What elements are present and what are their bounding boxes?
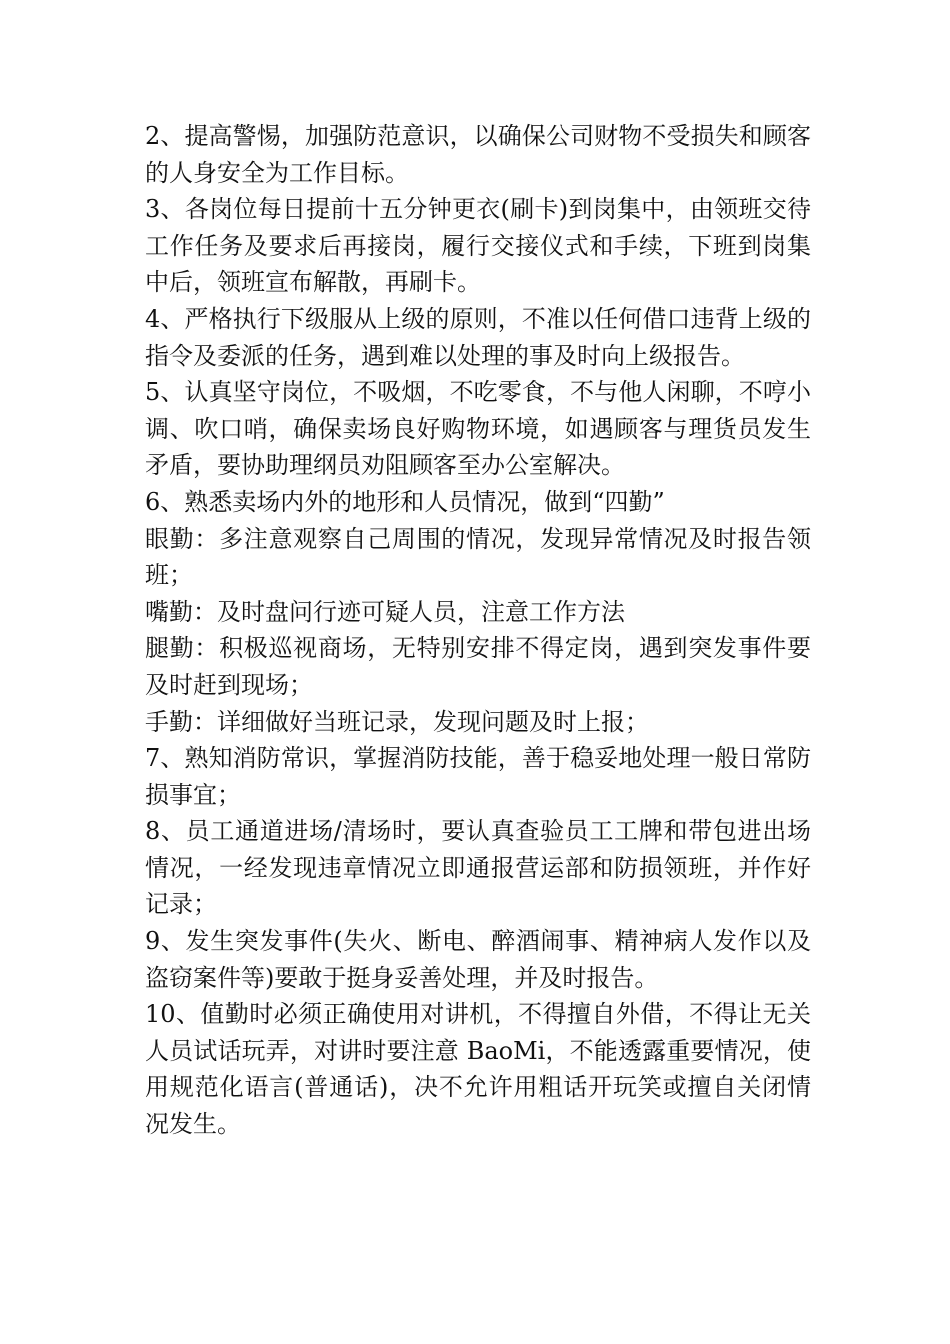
paragraph-9: 9、发生突发事件(失火、断电、醉酒闹事、精神病人发作以及盗窃案件等)要敢于挺身妥善处理，并及时报告。 <box>145 927 811 992</box>
paragraph-8: 8、员工通道进场/清场时，要认真查验员工工牌和带包进出场情况，一经发现违章情况立即通报营运部和防损领班，并作好记录； <box>145 817 811 919</box>
document-body <box>145 118 811 1143</box>
paragraph-2: 2、提高警惕，加强防范意识，以确保公司财物不受损失和顾客的人身安全为工作目标。 <box>145 122 811 187</box>
paragraph-5: 5、认真坚守岗位，不吸烟，不吃零食，不与他人闲聊，不哼小调、吹口哨，确保卖场良好购物环境，如遇顾客与理货员发生矛盾，要协助理纲员劝阻顾客至办公室解决。 <box>145 378 811 480</box>
paragraph-mouth: 嘴勤：及时盘问行迹可疑人员，注意工作方法 <box>145 597 625 626</box>
paragraph-10: 10、值勤时必须正确使用对讲机，不得擅自外借，不得让无关人员试话玩弄，对讲时要注意 BaoMi，不能透露重要情况，使用规范化语言(普通话)，决不允许用粗话开玩笑或擅自关闭情况发生。 <box>145 1000 811 1139</box>
paragraph-legs: 腿勤：积极巡视商场，无特别安排不得定岗，遇到突发事件要及时赶到现场； <box>145 634 811 699</box>
paragraph-6: 6、熟悉卖场内外的地形和人员情况，做到“四勤” <box>145 487 665 516</box>
paragraph-7: 7、熟知消防常识，掌握消防技能，善于稳妥地处理一般日常防损事宜； <box>145 744 811 809</box>
paragraph-hands: 手勤：详细做好当班记录，发现问题及时上报； <box>145 707 649 736</box>
paragraph-3: 3、各岗位每日提前十五分钟更衣(刷卡)到岗集中，由领班交待工作任务及要求后再接岗，履行交接仪式和手续，下班到岗集中后，领班宣布解散，再刷卡。 <box>145 195 811 297</box>
paragraph-4: 4、严格执行下级服从上级的原则，不准以任何借口违背上级的指令及委派的任务，遇到难以处理的事及时向上级报告。 <box>145 304 811 370</box>
paragraph-eyes: 眼勤：多注意观察自己周围的情况，发现异常情况及时报告领班； <box>145 524 811 590</box>
